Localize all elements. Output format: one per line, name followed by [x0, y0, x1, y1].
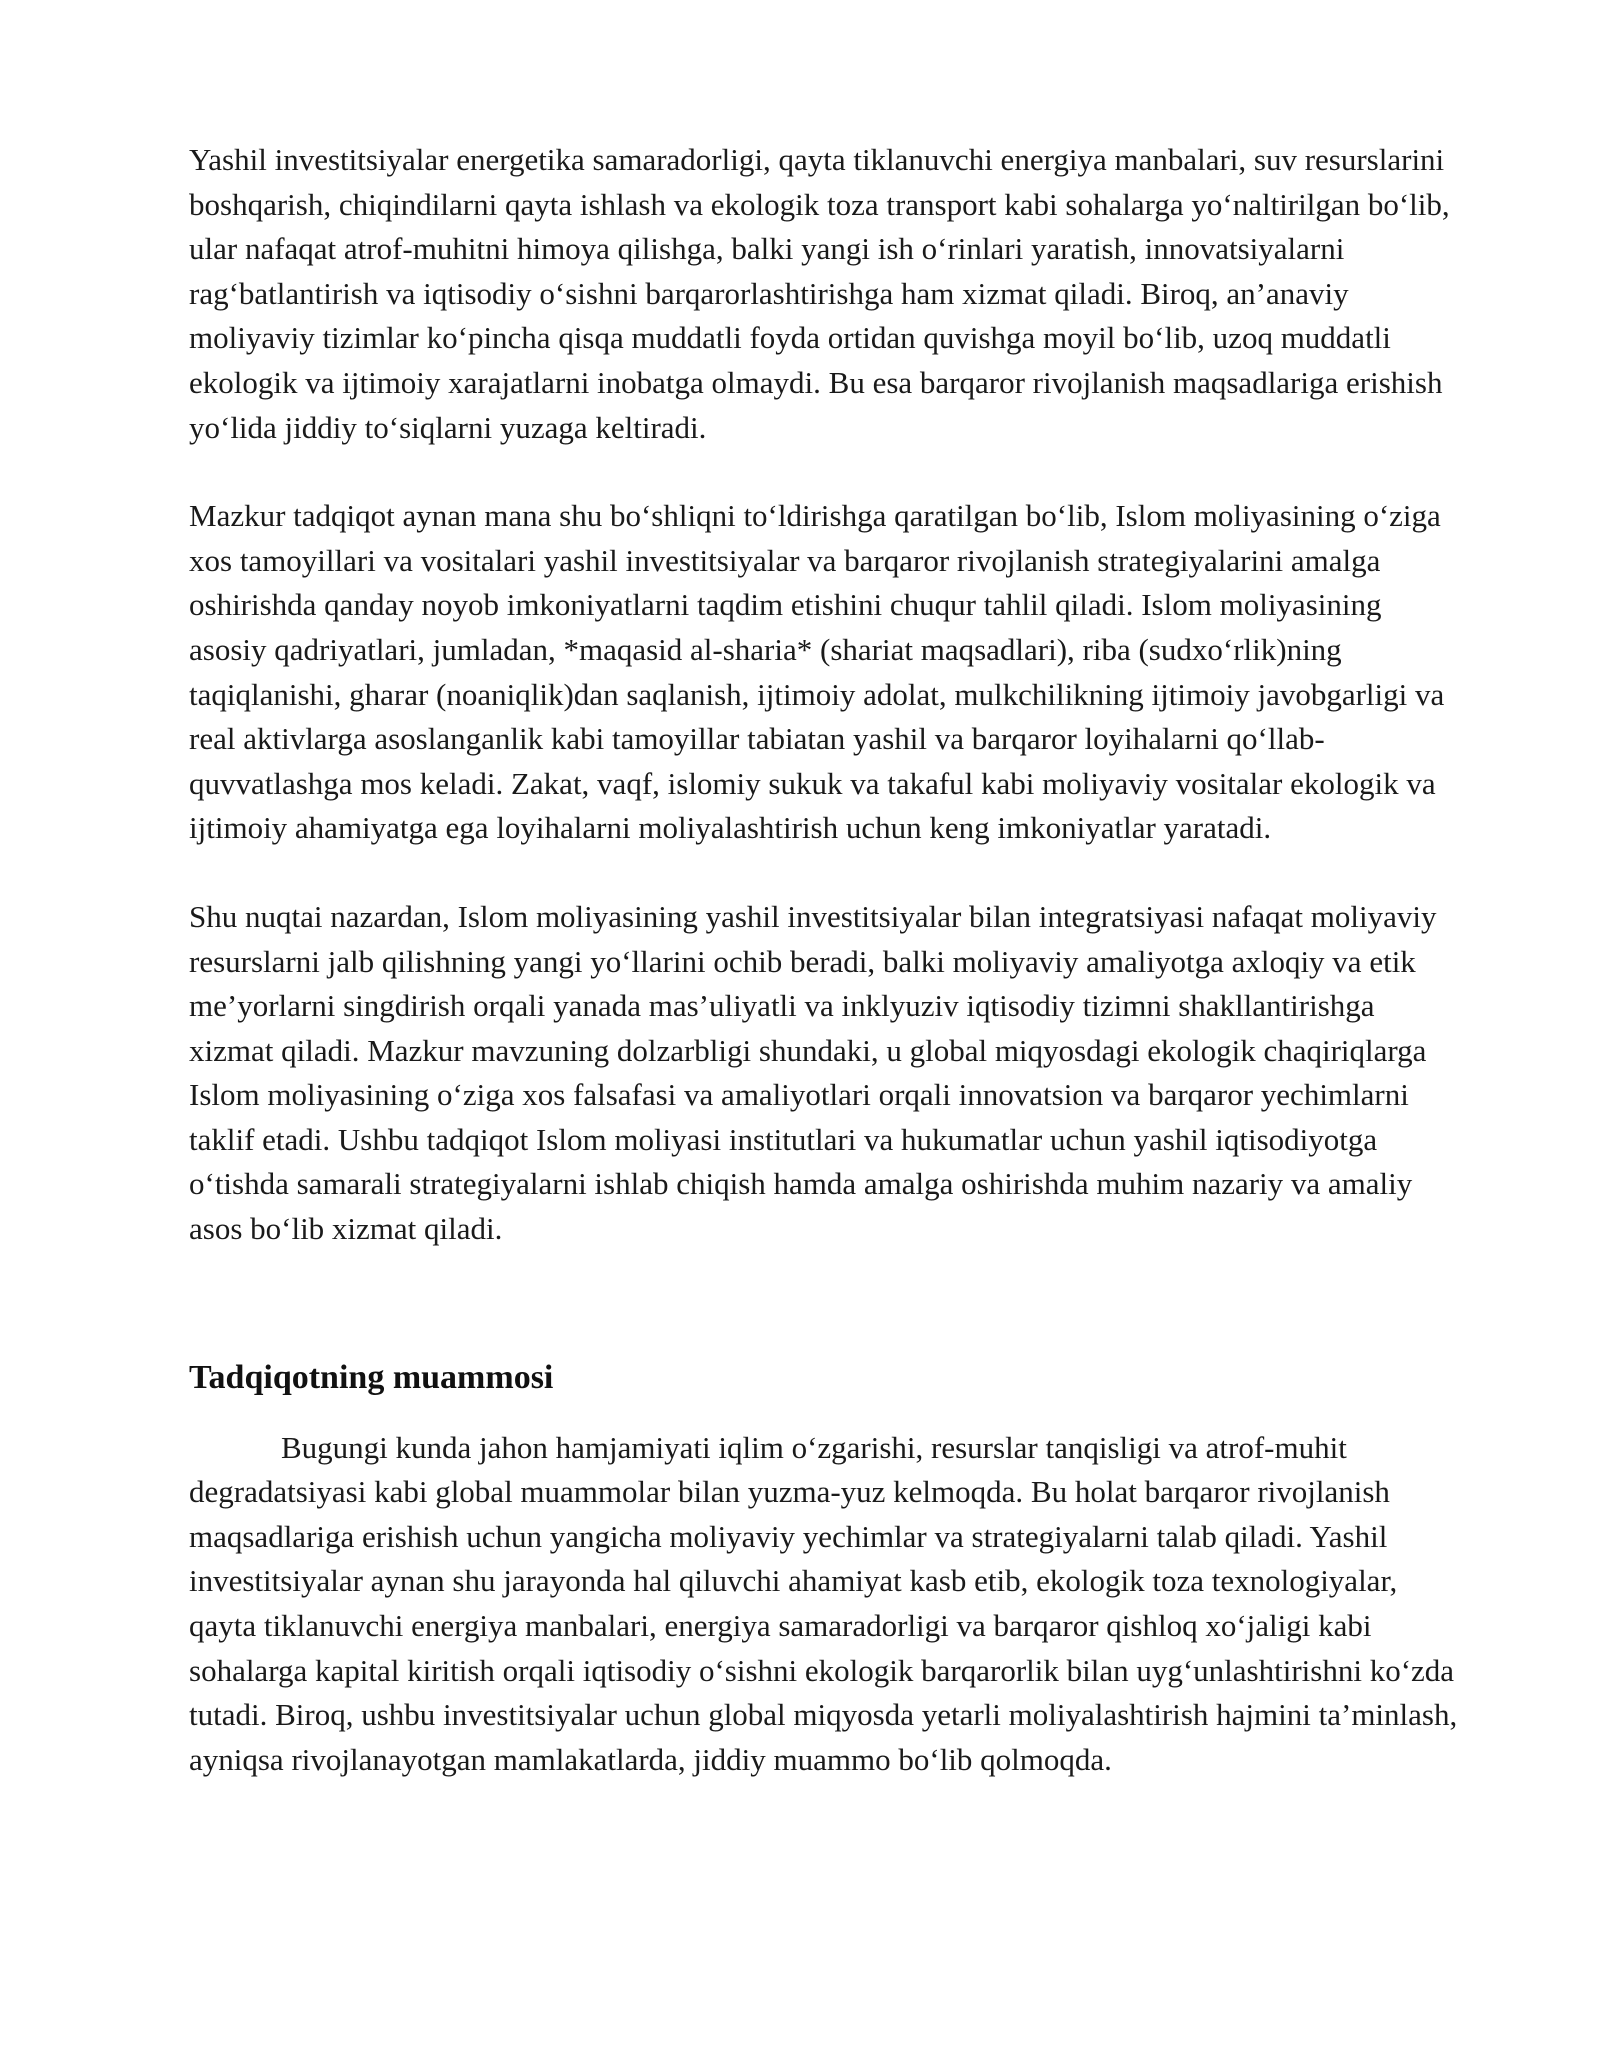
body-paragraph-2: Mazkur tadqiqot aynan mana shu bo‘shliqni to‘ldirishga qaratilgan bo‘lib, Islom moliyasining o‘ziga xos tamoyillari va vositalari yashil investitsiyalar va barqaror rivojlanish strategiyalarini amalga oshirishda qanday noyob imkoniyatlarni taqdim etishini chuqur tahlil qiladi. Islom moliyasining asosiy qadriyatlari, jumladan, *maqasid al-sharia* (shariat maqsadlari), riba (sudxo‘rlik)ning taqiqlanishi, gharar (noaniqlik)dan saqlanish, ijtimoiy adolat, mulkchilikning ijtimoiy javobgarligi va real aktivlarga asoslanganlik kabi tamoyillar tabiatan yashil va barqaror loyihalarni qo‘llab-quvvatlashga mos keladi. Zakat, vaqf, islomiy sukuk va takaful kabi moliyaviy vositalar ekologik va ijtimoiy ahamiyatga ega loyihalarni moliyalashtirish uchun keng imkoniyatlar yaratadi. — [189, 498, 1445, 846]
section-heading: Tadqiqotning muammosi — [189, 1358, 554, 1396]
body-paragraph-3: Shu nuqtai nazardan, Islom moliyasining yashil investitsiyalar bilan integratsiyasi nafaqat moliyaviy resurslarni jalb qilishning yangi yo‘llarini ochib beradi, balki moliyaviy amaliyotga axloqiy va etik me’yorlarni singdirish orqali yanada mas’uliyatli va inklyuziv iqtisodiy tizimni shakllantirishga xizmat qiladi. Mazkur mavzuning dolzarbligi shundaki, u global miqyosdagi ekologik chaqiriqlarga Islom moliyasining o‘ziga xos falsafasi va amaliyotlari orqali innovatsion va barqaror yechimlarni taklif etadi. Ushbu tadqiqot Islom moliyasi institutlari va hukumatlar uchun yashil iqtisodiyotga o‘tishda samarali strategiyalarni ishlab chiqish hamda amalga oshirishda muhim nazariy va amaliy asos bo‘lib xizmat qiladi. — [189, 898, 1437, 1247]
section-paragraph: Bugungi kunda jahon hamjamiyati iqlim o‘zgarishi, resurslar tanqisligi va atrof-muhit degradatsiyasi kabi global muammolar bilan yuzma-yuz kelmoqda. Bu holat barqaror rivojlanish maqsadlariga erishish uchun yangicha moliyaviy yechimlar va strategiyalarni talab qiladi. Yashil investitsiyalar aynan shu jarayonda hal qiluvchi ahamiyat kasb etib, ekologik toza texnologiyalar, qayta tiklanuvchi energiya manbalari, energiya samaradorligi va barqaror qishloq xo‘jaligi kabi sohalarga kapital kiritish orqali iqtisodiy o‘sishni ekologik barqarorlik bilan uyg‘unlashtirishni ko‘zda tutadi. Biroq, ushbu investitsiyalar uchun global miqyosda yetarli moliyalashtirish hajmini ta’minlash, ayniqsa rivojlanayotgan mamlakatlarda, jiddiy muammo bo‘lib qolmoqda. — [189, 1429, 1458, 1777]
body-paragraph-1: Yashil investitsiyalar energetika samaradorligi, qayta tiklanuvchi energiya manbalari, suv resurslarini boshqarish, chiqindilarni qayta ishlash va ekologik toza transport kabi sohalarga yo‘naltirilgan bo‘lib, ular nafaqat atrof-muhitni himoya qilishga, balki yangi ish o‘rinlari yaratish, innovatsiyalarni rag‘batlantirish va iqtisodiy o‘sishni barqarorlashtirishga ham xizmat qiladi. Biroq, an’anaviy moliyaviy tizimlar ko‘pincha qisqa muddatli foyda ortidan quvishga moyil bo‘lib, uzoq muddatli ekologik va ijtimoiy xarajatlarni inobatga olmaydi. Bu esa barqaror rivojlanish maqsadlariga erishish yo‘lida jiddiy to‘siqlarni yuzaga keltiradi. — [189, 142, 1450, 445]
document-page — [189, 138, 1459, 1782]
